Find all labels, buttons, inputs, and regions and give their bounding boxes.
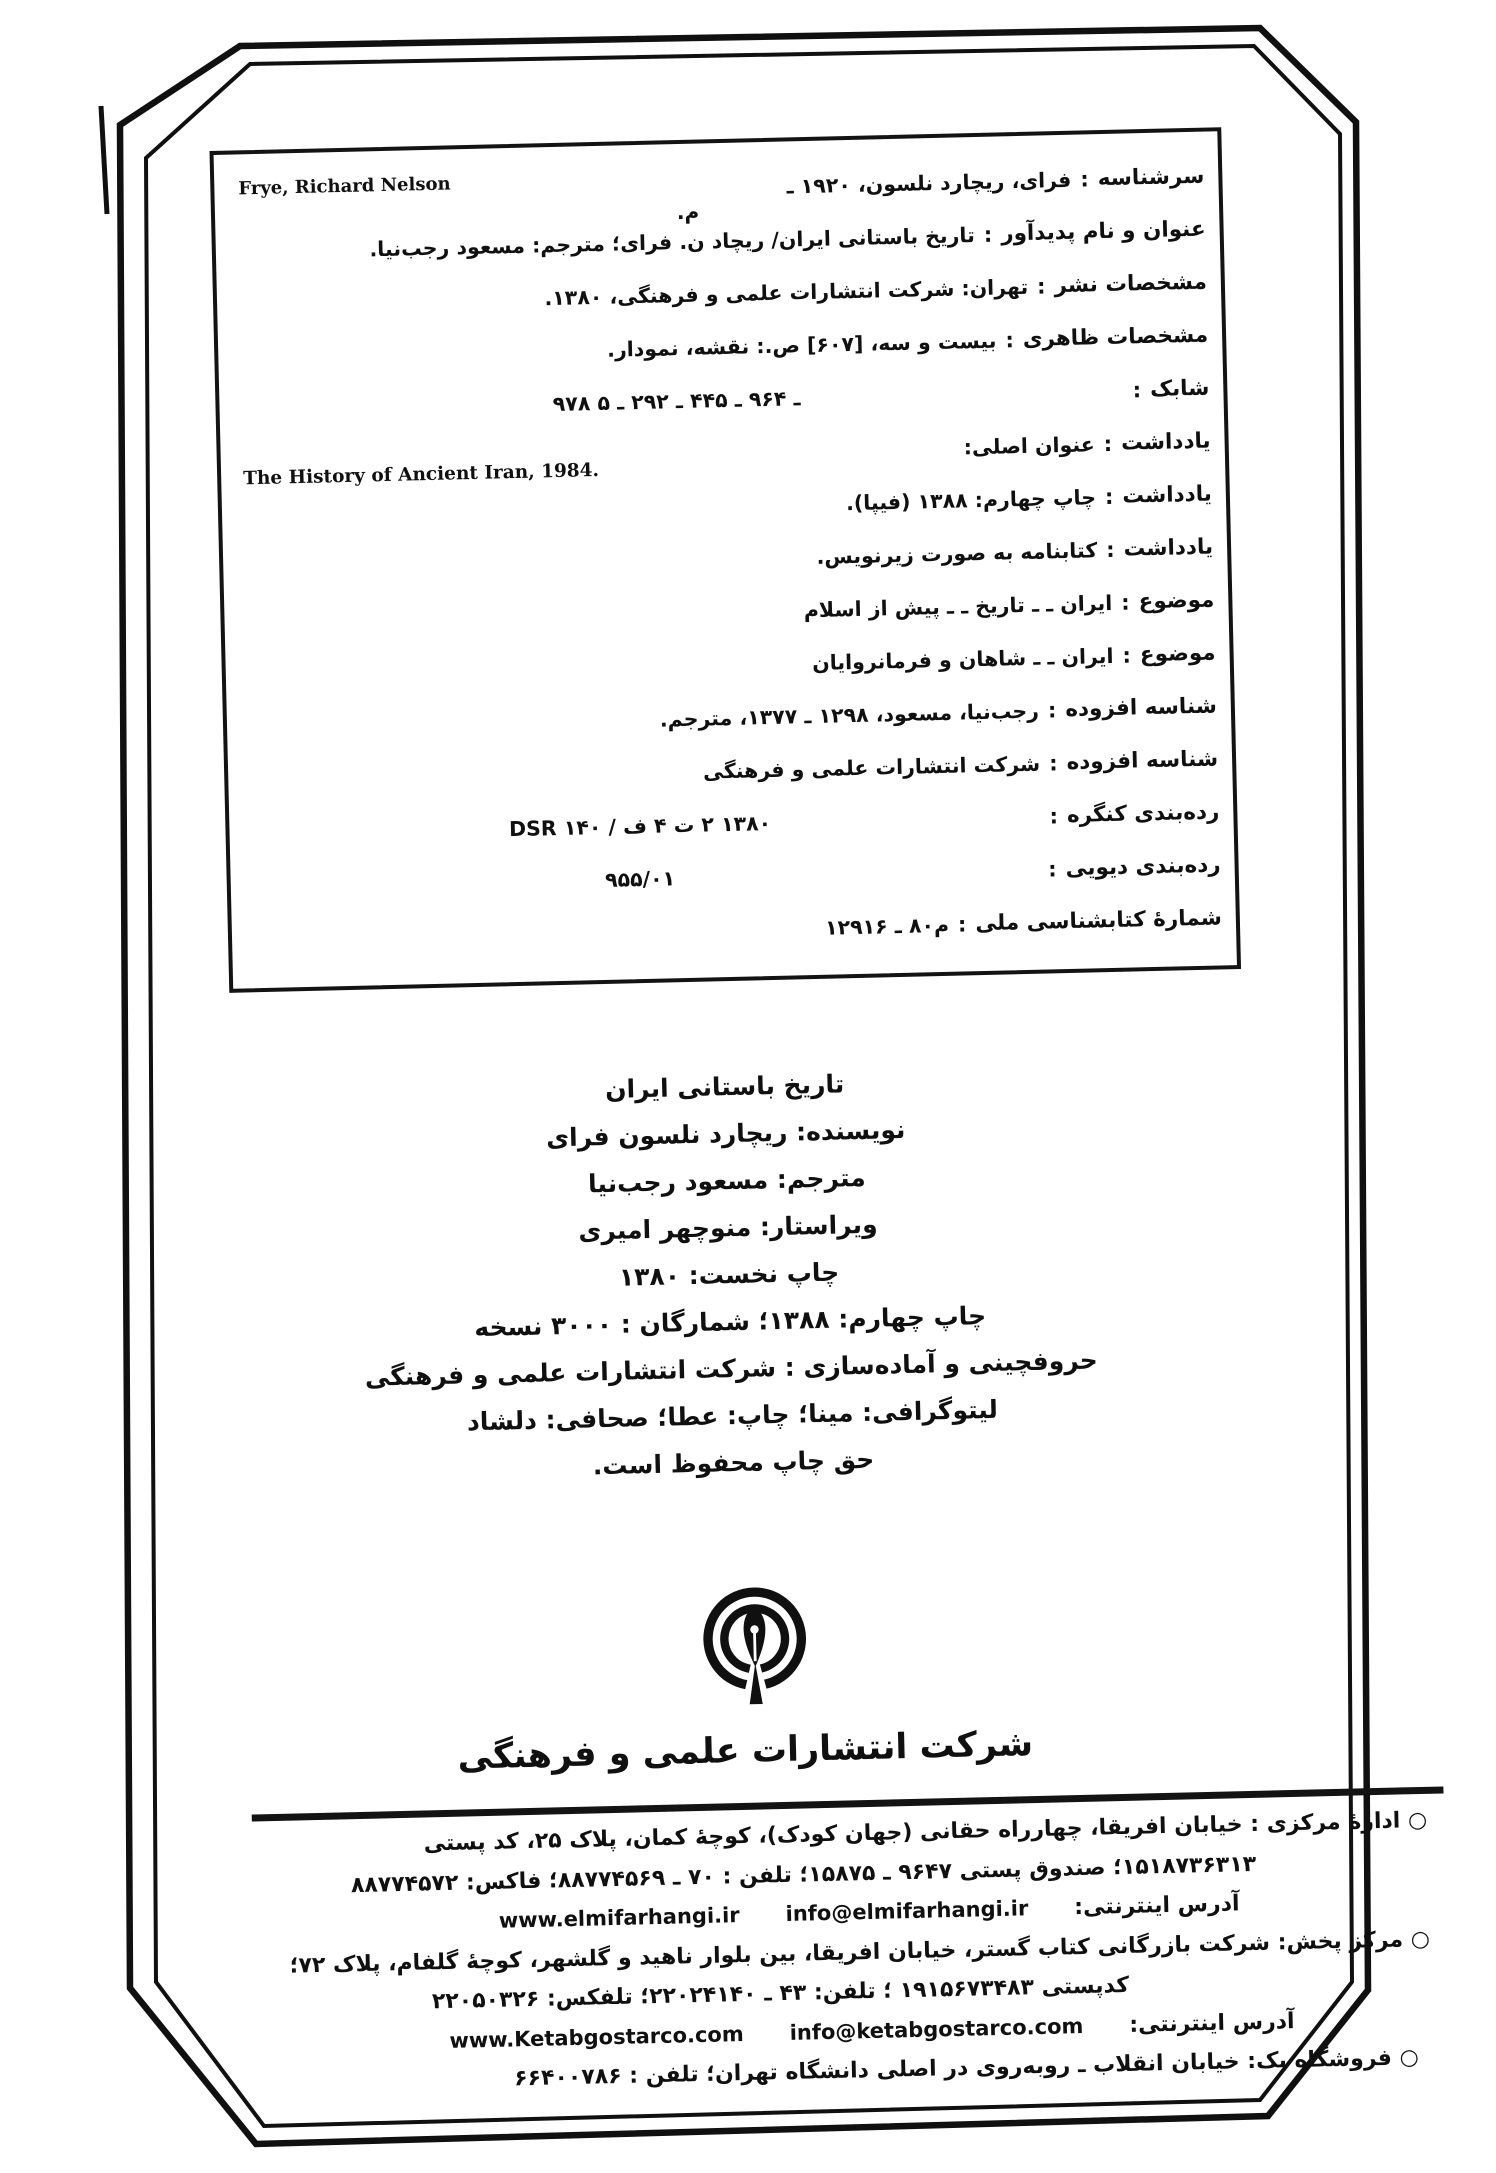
address-line-head-office: ○ ادارۀ مرکزی : خیابان افریقا، چهارراه حقانی (جهان کودک)، کوچۀ کمان، پلاک ۲۵، کد پستی [423, 1807, 1428, 1857]
website-text: www.elmifarhangi.ir [498, 1903, 740, 1933]
cip-row-value: تاریخ باستانی ایران/ ریچاد ن. فرای؛ مترجم: مسعود رجب‌نیا. [369, 222, 976, 261]
cip-row-colon: : [1005, 327, 1015, 352]
colophon-line-editor: ویراستار: منوچهر امیری [578, 1209, 878, 1246]
cip-row-colon: : [1105, 537, 1115, 562]
cip-latin-original-title: The History of Ancient Iran, 1984. [242, 459, 600, 490]
cip-row-label: یادداشت [1123, 534, 1214, 562]
page-content [116, 45, 1435, 2154]
scan-artifact-line [101, 106, 107, 214]
cip-row-colon: : [1049, 803, 1059, 828]
cip-row-label: موضوع [1139, 640, 1216, 668]
website-text: www.Ketabgostarco.com [449, 2021, 744, 2053]
cip-row-colon: : [1122, 642, 1132, 668]
cip-row-label: موضوع [1138, 587, 1215, 615]
cip-row-label: یادداشت [1122, 481, 1213, 509]
cip-rows [224, 150, 1222, 968]
colophon-line-typesetting: حروفچینی و آماده‌سازی : شرکت انتشارات علمی و فرهنگی [364, 1345, 1099, 1392]
cip-row-colon: : [1132, 377, 1142, 402]
cip-row-colon: : [983, 222, 993, 247]
cip-row-label: سرشناسه [1097, 163, 1205, 192]
cip-row-label: شناسه افزوده [1065, 693, 1218, 723]
cip-row-value: م۸۰ ـ ۱۲۹۱۶ [824, 912, 950, 940]
cip-row-colon: : [957, 911, 967, 937]
cip-row-colon: : [1048, 750, 1058, 775]
cip-row-colon: : [1103, 431, 1113, 456]
cip-row-label: شناسه افزوده [1066, 746, 1219, 776]
colophon-line-author: نویسنده: ریچارد نلسون فرای [545, 1114, 906, 1153]
colophon-block [89, 1048, 1369, 1501]
cip-row-colon: : [1120, 590, 1130, 615]
cip-row-value: فرای، ریچارد نلسون، ۱۹۲۰ ـ [786, 167, 1072, 198]
colophon-line-lithography: لیتوگرافی: مینا؛ چاپ: عطا؛ صحافی: دلشاد [466, 1394, 999, 1437]
cip-row-label: مشخصات ظاهری [1022, 322, 1209, 352]
cip-box [209, 127, 1241, 993]
address-line-head-office-2: ۱۵۱۸۷۳۶۳۱۳؛ صندوق پستی ۹۶۴۷ ـ ۱۵۸۷۵؛ تلفن : ۷۰ ـ ۸۸۷۷۴۵۶۹؛ فاکس: ۸۸۷۷۴۵۷۲ [350, 1851, 1257, 1898]
cip-row-colon: : [1079, 166, 1089, 192]
cip-row-label: عنوان و نام پدیدآور [1000, 216, 1206, 247]
cip-row-label: رده‌بندی کنگره [1066, 799, 1220, 829]
cip-row-label: شمارۀ کتابشناسی ملی [975, 905, 1223, 937]
cip-entry-m-suffix: م. [676, 199, 700, 225]
colophon-line-first-print: چاپ نخست: ۱۳۸۰ [618, 1257, 840, 1292]
cip-row-value: بیست و سه، [۶۰۷] ص.: نقشه، نمودار. [606, 328, 997, 362]
address-block [157, 1801, 1433, 2107]
cip-latin-author: Frye, Richard Nelson [238, 173, 451, 200]
address-line-distribution: ○ مرکز پخش: شرکت بازرگانی کتاب گستر، خیابان افریقا، بین بلوار ناهید و گلشهر، کوچۀ گلفام، پلاک ۷۲؛ [289, 1926, 1431, 1979]
cip-row-colon: : [1047, 856, 1057, 881]
email-text: info@elmifarhangi.ir [785, 1896, 1029, 1926]
book-title: تاریخ باستانی ایران [604, 1069, 845, 1104]
cip-row-value: رجب‌نیا، مسعود، ۱۲۹۸ ـ ۱۳۷۷، مترجم. [659, 698, 1040, 732]
cip-row-value: چاپ چهارم: ۱۳۸۸ (فیپا). [845, 484, 1097, 515]
cip-row-value-isbn: ۹۷۸ ـ ۹۶۴ ـ ۴۴۵ ـ ۲۹۲ ـ ۵ [552, 385, 801, 416]
email-text: info@ketabgostarco.com [789, 2013, 1084, 2045]
internet-label: آدرس اینترنتی: [1073, 1891, 1240, 1921]
cip-row-label: مشخصات نشر [1054, 269, 1208, 299]
cip-row-value: شرکت انتشارات علمی و فرهنگی [702, 751, 1041, 784]
cip-row-colon: : [1047, 697, 1057, 722]
cip-row-value-dewey: ۹۵۵/۰۱ [604, 865, 676, 892]
publisher-logo-pen-nib-icon [697, 1583, 812, 1713]
cip-row-colon: : [1104, 484, 1114, 509]
cip-row-label: شابک [1149, 375, 1210, 402]
colophon-line-fourth-print: چاپ چهارم: ۱۳۸۸؛ شمارگان : ۳۰۰۰ نسخه [474, 1301, 987, 1343]
cip-row-value: عنوان اصلی: [963, 431, 1096, 459]
cip-row-label: رده‌بندی دیویی [1065, 852, 1221, 882]
address-line-store: ○ فروشگاه یک: خیابان انقلاب ـ روبه‌روی در اصلی دانشگاه تهران؛ تلفن : ۶۶۴۰۰۷۸۶ [513, 2045, 1420, 2092]
cip-row-value-lcc: ‭DSR ۱۴۰ / ف ۴ ت ۲ ۱۳۸۰‬ [508, 810, 772, 841]
address-line-distribution-2: کدپستی ۱۹۱۵۶۷۳۴۸۳ ؛ تلفن: ۴۳ ـ ۲۲۰۲۴۱۴۰؛ تلفکس: ۲۲۰۵۰۳۲۶ [431, 1972, 1130, 2015]
cip-row-value: ایران ـ ـ تاریخ ـ ـ پیش از اسلام [803, 590, 1113, 622]
cip-row-value: کتابنامه به صورت زیرنویس. [816, 537, 1098, 569]
cip-row-value: تهران: شرکت انتشارات علمی و فرهنگی، ۱۳۸۰. [544, 274, 1029, 310]
cip-row-label: یادداشت [1120, 428, 1211, 456]
colophon-line-translator: مترجم: مسعود رجب‌نیا [587, 1162, 867, 1199]
cip-row-colon: : [1036, 273, 1046, 299]
internet-label: آدرس اینترنتی: [1129, 2008, 1295, 2038]
cip-row-value: ایران ـ ـ شاهان و فرمانروایان [811, 643, 1114, 675]
colophon-line-copyright: حق چاپ محفوظ است. [592, 1444, 875, 1481]
publisher-name: شرکت انتشارات علمی و فرهنگی [457, 1724, 1034, 1778]
